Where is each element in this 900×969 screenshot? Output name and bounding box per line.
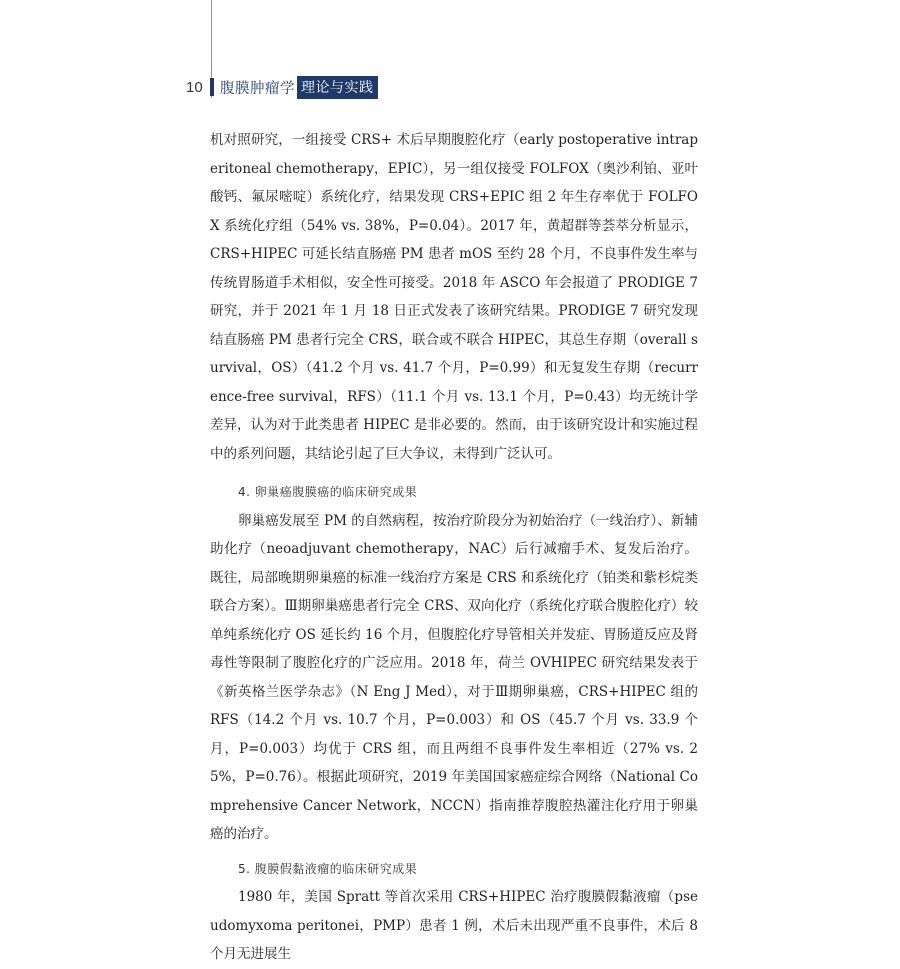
paragraph-ovarian-studies: 卵巢癌发展至 PM 的自然病程，按治疗阶段分为初始治疗（一线治疗）、新辅助化疗（neoadjuvant chemotherapy，NAC）后行减瘤手术、复发后治疗。既往，局部晚期卵巢癌的标准一线治疗方案是 CRS 和系统化疗（铂类和紫杉烷类联合方案）。Ⅲ期卵巢癌患者行完全 CRS、双向化疗（系统化疗联合腹腔化疗）较单纯系统化疗 OS 延长约 16 个月，但腹腔化疗导管相关并发症、胃肠道反应及肾毒性等限制了腹腔化疗的广泛应用。2018 年，荷兰 OVHIPEC 研究结果发表于《新英格兰医学杂志》（N Eng J Med），对于Ⅲ期卵巢癌，CRS+HIPEC 组的 RFS（14.2 个月 vs. 10.7 个月，P=0.003）和 OS（45.7 个月 vs. 33.9 个月，P=0.003）均优于 CRS 组，而且两组不良事件发生率相近（27% vs. 25%，P=0.76）。根据此项研究，2019 年美国国家癌症综合网络（National Comprehensive Cancer Network，NCCN）指南推荐腹腔热灌注化疗用于卵巢癌的治疗。	[210, 512, 698, 842]
page-body	[210, 126, 698, 969]
header-accent-bar	[210, 78, 214, 96]
page-number: 10	[186, 78, 203, 96]
section-heading-pmp: 5. 腹膜假黏液瘤的临床研究成果	[238, 861, 418, 876]
book-title: 腹膜肿瘤学	[220, 80, 295, 97]
paragraph-pmp-studies: 1980 年，美国 Spratt 等首次采用 CRS+HIPEC 治疗腹膜假黏液瘤（pseudomyxoma peritonei，PMP）患者 1 例，术后未出现严重不良事件，术后 8 个月无进展生	[210, 889, 698, 962]
book-subtitle: 理论与实践	[297, 76, 378, 99]
page-header	[186, 76, 378, 98]
section-heading-ovarian: 4. 卵巢癌腹膜癌的临床研究成果	[238, 485, 418, 499]
paragraph-colorectal-studies: 机对照研究，一组接受 CRS+ 术后早期腹腔化疗（early postoperative intraperitoneal chemotherapy，EPIC），另一组仅接受 FOLFOX（奥沙利铂、亚叶酸钙、氟尿嘧啶）系统化疗，结果发现 CRS+EPIC 组 2 年生存率优于 FOLFOX 系统化疗组（54% vs. 38%，P=0.04）。2017 年，黄超群等荟萃分析显示，CRS+HIPEC 可延长结直肠癌 PM 患者 mOS 至约 28 个月，不良事件发生率与传统胃肠道手术相似，安全性可接受。2018 年 ASCO 年会报道了 PRODIGE 7 研究，并于 2021 年 1 月 18 日正式发表了该研究结果。PRODIGE 7 研究发现结直肠癌 PM 患者行完全 CRS，联合或不联合 HIPEC，其总生存期（overall survival，OS）（41.2 个月 vs. 41.7 个月，P=0.99）和无复发生存期（recurrence-free survival，RFS）（11.1 个月 vs. 13.1 个月，P=0.43）均无统计学差异，认为对于此类患者 HIPEC 是非必要的。然而，由于该研究设计和实施过程中的系列问题，其结论引起了巨大争议，未得到广泛认可。	[210, 132, 698, 462]
